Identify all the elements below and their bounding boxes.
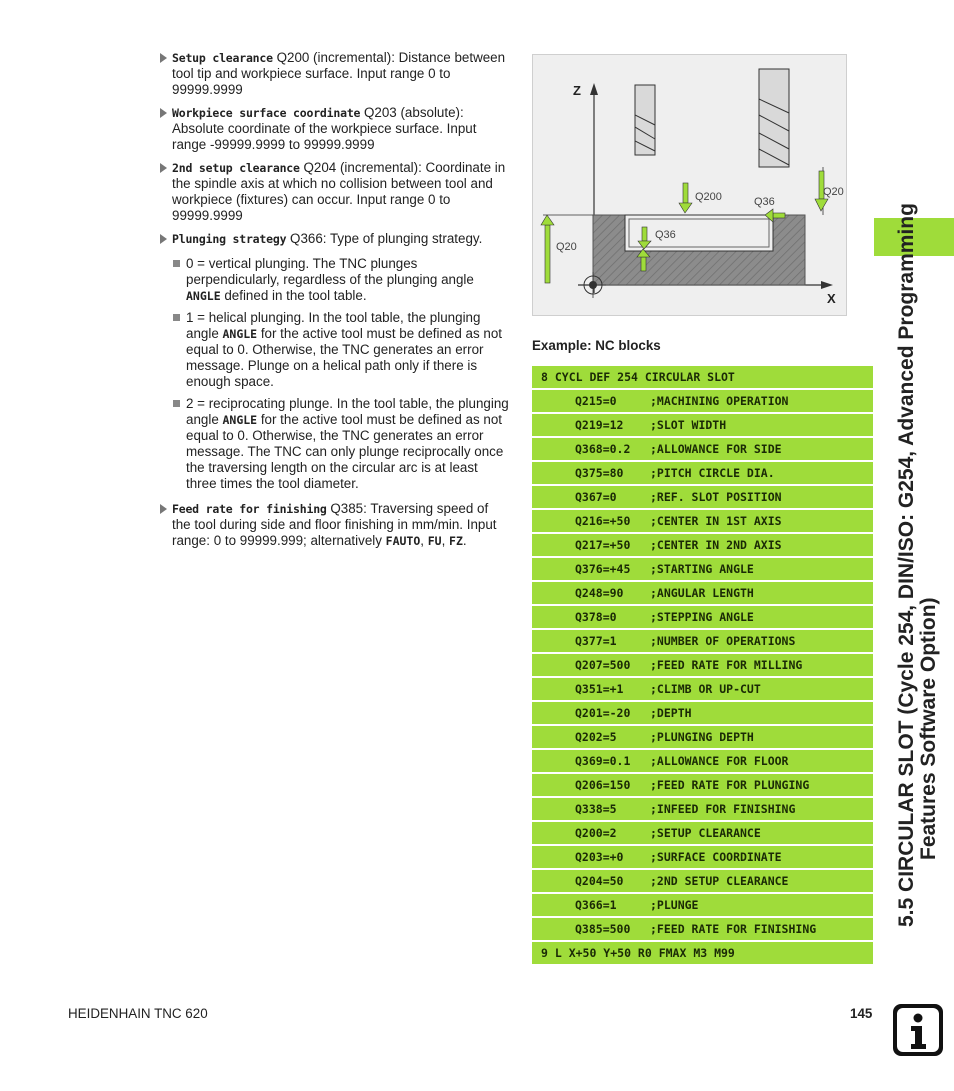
nc-comment: ;SETUP CLEARANCE [650, 826, 761, 840]
nc-parameter: Q248=90 [575, 586, 624, 600]
nc-block-row [532, 558, 873, 580]
option-text: defined in the tool table. [220, 288, 367, 303]
nc-comment: ;PITCH CIRCLE DIA. [650, 466, 775, 480]
nc-comment: ;MACHINING OPERATION [650, 394, 789, 408]
nc-block-last [532, 942, 873, 964]
nc-comment: ;CLIMB OR UP-CUT [650, 682, 761, 696]
nc-parameter: Q217=+50 [575, 538, 631, 552]
param-description: Q204 (incremental): Coordinate in the spindle axis at which no collision between tool and workpiece (fixtures) can occur. Input range 0 to 99999.9999 [172, 160, 506, 223]
nc-block-first [532, 366, 873, 388]
nc-block-row [532, 390, 873, 412]
q36-top-arrow-icon [773, 213, 785, 218]
nc-comment: ;INFEED FOR FINISHING [650, 802, 796, 816]
nc-block-row [532, 654, 873, 676]
nc-parameter: Q375=80 [575, 466, 624, 480]
bullet-triangle-icon [160, 504, 167, 514]
param-description: Q203 (absolute): Absolute coordinate of the workpiece surface. Input range -99999.9999 to 99999.9999 [172, 105, 477, 152]
nc-comment: ;SLOT WIDTH [650, 418, 727, 432]
param-keyword: Workpiece surface coordinate [172, 106, 361, 120]
info-glyph-icon [893, 1004, 943, 1056]
param-keyword-fu: FU [427, 534, 442, 548]
parameter-list [160, 50, 510, 556]
nc-parameter: Q377=1 [575, 634, 617, 648]
param-2nd-setup-clearance [160, 160, 510, 224]
nc-parameter: Q216=+50 [575, 514, 631, 528]
nc-parameter: Q206=150 [575, 778, 631, 792]
nc-block-row [532, 774, 873, 796]
nc-parameter: Q202=5 [575, 730, 617, 744]
param-keyword-fauto: FAUTO [385, 534, 421, 548]
separator: , [441, 533, 450, 548]
option-keyword: ANGLE [222, 413, 258, 427]
nc-block-row [532, 510, 873, 532]
bullet-triangle-icon [160, 108, 167, 118]
depth-arrow-icon [641, 257, 646, 271]
param-feed-rate-finishing [160, 501, 510, 549]
option-keyword: ANGLE [222, 327, 258, 341]
q36-top-label: Q36 [754, 196, 775, 208]
q20-left-arrow-icon [545, 225, 550, 283]
nc-block-row [532, 606, 873, 628]
param-keyword: Plunging strategy [172, 232, 287, 246]
nc-comment: ;ALLOWANCE FOR FLOOR [650, 754, 789, 768]
nc-code: 8 CYCL DEF 254 CIRCULAR SLOT [541, 370, 735, 384]
option-keyword: ANGLE [186, 289, 221, 303]
nc-parameter: Q385=500 [575, 922, 631, 936]
option-text: for the active tool must be defined as not equal to 0. Otherwise, the TNC generates an error message. The TNC can only plunge reciprocally once the traversing length on the circular arc is at least three times the tool diameter. [186, 412, 504, 491]
nc-parameter: Q369=0.1 [575, 754, 631, 768]
nc-comment: ;ANGULAR LENGTH [650, 586, 754, 600]
nc-block-row [532, 726, 873, 748]
nc-comment: ;REF. SLOT POSITION [650, 490, 782, 504]
nc-comment: ;STEPPING ANGLE [650, 610, 754, 624]
nc-block-row [532, 702, 873, 724]
q36-inner-arrow-icon [642, 227, 647, 241]
nc-block-row [532, 438, 873, 460]
nc-block-row [532, 486, 873, 508]
q20-right-arrowhead-icon [815, 199, 828, 211]
example-heading: Example: NC blocks [532, 338, 661, 353]
nc-block-row [532, 846, 873, 868]
nc-comment: ;DEPTH [650, 706, 692, 720]
param-workpiece-surface [160, 105, 510, 153]
nc-comment: ;STARTING ANGLE [650, 562, 754, 576]
x-axis-arrow-icon [821, 281, 833, 289]
nc-block-row [532, 798, 873, 820]
nc-parameter: Q200=2 [575, 826, 617, 840]
bullet-triangle-icon [160, 234, 167, 244]
nc-block-list [532, 366, 873, 966]
nc-comment: ;ALLOWANCE FOR SIDE [650, 442, 782, 456]
nc-block-row [532, 894, 873, 916]
z-axis-label: Z [573, 83, 581, 98]
option-text: 0 = vertical plunging. The TNC plunges perpendicularly, regardless of the plunging angle [186, 256, 474, 287]
nc-comment: ;CENTER IN 1ST AXIS [650, 514, 782, 528]
nc-comment: ;FEED RATE FOR MILLING [650, 658, 803, 672]
q200-label: Q200 [695, 191, 722, 203]
nc-parameter: Q368=0.2 [575, 442, 631, 456]
nc-parameter: Q204=50 [575, 874, 624, 888]
footer-product-name: HEIDENHAIN TNC 620 [68, 1006, 208, 1021]
option-text: 1 = helical plunging. In the tool table, the plunging angle [186, 310, 481, 341]
nc-block-row [532, 414, 873, 436]
nc-comment: ;2ND SETUP CLEARANCE [650, 874, 789, 888]
option-text: 2 = reciprocating plunge. In the tool table, the plunging angle [186, 396, 509, 427]
param-description: Q385: Traversing speed of the tool during side and floor finishing in mm/min. Input range: 0 to 99999.999; alternatively [172, 501, 497, 548]
nc-parameter: Q201=-20 [575, 706, 631, 720]
bullet-square-icon [173, 314, 180, 321]
bullet-triangle-icon [160, 163, 167, 173]
bullet-triangle-icon [160, 53, 167, 63]
param-setup-clearance [160, 50, 510, 98]
nc-comment: ;FEED RATE FOR FINISHING [650, 922, 817, 936]
nc-comment: ;FEED RATE FOR PLUNGING [650, 778, 810, 792]
nc-parameter: Q215=0 [575, 394, 617, 408]
nc-block-row [532, 822, 873, 844]
q20-right-label: Q20 [823, 186, 844, 198]
nc-block-row [532, 870, 873, 892]
bullet-square-icon [173, 400, 180, 407]
nc-parameter: Q376=+45 [575, 562, 631, 576]
param-description: Q366: Type of plunging strategy. [286, 231, 483, 246]
nc-block-row [532, 630, 873, 652]
nc-comment: ;NUMBER OF OPERATIONS [650, 634, 796, 648]
option-text: for the active tool must be defined as not equal to 0. Otherwise, the TNC generates an error message. Plunge on a helical path only if there is enough space. [186, 326, 503, 389]
plunge-option-2 [160, 396, 510, 492]
tool-right [759, 69, 789, 167]
nc-block-row [532, 918, 873, 940]
chapter-tab [874, 218, 954, 256]
plunge-option-1 [160, 310, 510, 390]
param-keyword: 2nd setup clearance [172, 161, 300, 175]
param-description: Q200 (incremental): Distance between tool tip and workpiece surface. Input range 0 to 99999.9999 [172, 50, 506, 97]
nc-parameter: Q366=1 [575, 898, 617, 912]
param-keyword: Feed rate for finishing [172, 502, 327, 516]
param-plunging-strategy [160, 231, 510, 247]
q20-left-label: Q20 [556, 241, 577, 253]
nc-parameter: Q203=+0 [575, 850, 624, 864]
circular-slot-diagram [532, 54, 847, 316]
nc-block-row [532, 462, 873, 484]
separator: , [420, 533, 428, 548]
nc-block-body [532, 390, 873, 940]
x-axis-label: X [827, 291, 836, 306]
q200-arrow-icon [683, 183, 688, 203]
q20-left-arrowhead-icon [541, 215, 554, 225]
nc-parameter: Q338=5 [575, 802, 617, 816]
nc-block-row [532, 582, 873, 604]
page-number: 145 [850, 1006, 873, 1021]
nc-comment: ;PLUNGE [650, 898, 699, 912]
plunge-option-0 [160, 256, 510, 304]
nc-block-row [532, 534, 873, 556]
info-icon [893, 1004, 943, 1056]
q200-arrowhead-icon [679, 203, 692, 213]
side-title-line-1: 5.5 CIRCULAR SLOT (Cycle 254, DIN/ISO: G254, Advanced Programming [895, 203, 918, 927]
nc-parameter: Q351=+1 [575, 682, 624, 696]
nc-block-row [532, 678, 873, 700]
nc-block-row [532, 750, 873, 772]
nc-comment: ;CENTER IN 2ND AXIS [650, 538, 782, 552]
nc-parameter: Q207=500 [575, 658, 631, 672]
nc-parameter: Q378=0 [575, 610, 617, 624]
side-title-line-2: Features Software Option) [917, 597, 940, 860]
nc-parameter: Q219=12 [575, 418, 624, 432]
param-keyword-fz: FZ [449, 534, 463, 548]
nc-comment: ;SURFACE COORDINATE [650, 850, 782, 864]
separator: . [462, 533, 467, 548]
nc-parameter: Q367=0 [575, 490, 617, 504]
q36-inner-label: Q36 [655, 229, 676, 241]
param-keyword: Setup clearance [172, 51, 273, 65]
nc-code: 9 L X+50 Y+50 R0 FMAX M3 M99 [541, 946, 735, 960]
nc-comment: ;PLUNGING DEPTH [650, 730, 754, 744]
bullet-square-icon [173, 260, 180, 267]
z-axis-arrow-icon [590, 83, 598, 95]
